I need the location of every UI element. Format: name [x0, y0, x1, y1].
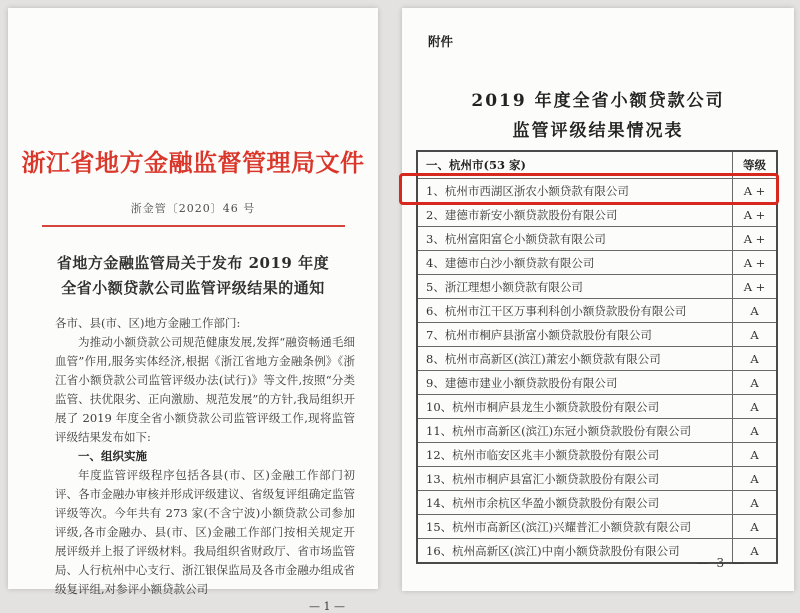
table-row	[417, 395, 777, 419]
company-name-cell: 16、杭州高新区(滨江)中南小额贷款股份有限公司	[417, 539, 733, 564]
table-row	[417, 179, 777, 203]
table-row	[417, 275, 777, 299]
grade-cell: A	[733, 491, 778, 515]
document-title-line-1: 省地方金融监管局关于发布 2019 年度	[56, 254, 330, 272]
grade-cell: A +	[733, 251, 778, 275]
table-row	[417, 443, 777, 467]
letterhead-divider	[42, 225, 345, 227]
table-title	[402, 86, 794, 146]
table-row	[417, 347, 777, 371]
company-name-cell: 14、杭州市余杭区华盈小额贷款股份有限公司	[417, 491, 733, 515]
document-page-3	[402, 8, 794, 591]
document-page-1	[8, 8, 378, 613]
table-row	[417, 323, 777, 347]
grade-cell: A	[733, 299, 778, 323]
salutation: 各市、县(市、区)地方金融工作部门:	[55, 316, 241, 330]
grade-cell: A	[733, 323, 778, 347]
company-name-cell: 2、建德市新安小额贷款股份有限公司	[417, 203, 733, 227]
table-row	[417, 419, 777, 443]
grade-cell: A	[733, 539, 778, 564]
grade-cell: A	[733, 395, 778, 419]
company-name-cell: 15、杭州市高新区(滨江)兴耀普汇小额贷款有限公司	[417, 515, 733, 539]
table-header-row	[417, 151, 777, 179]
grade-cell: A +	[733, 227, 778, 251]
rating-results-table	[416, 150, 778, 564]
header-region-cell: 一、杭州市(53 家)	[417, 151, 733, 179]
grade-cell: A	[733, 467, 778, 491]
table-row	[417, 227, 777, 251]
grade-cell: A +	[733, 275, 778, 299]
table-title-line-1: 2019 年度全省小额贷款公司	[471, 91, 725, 111]
attachment-label: 附件	[428, 34, 454, 49]
page-number-3: — 3 —	[696, 556, 746, 570]
company-name-cell: 12、杭州市临安区兆丰小额贷款股份有限公司	[417, 443, 733, 467]
table-row	[417, 203, 777, 227]
paragraph-2: 年度监管评级程序包括各县(市、区)金融工作部门初评、各市金融办审核并形成评级建议、省级复评组确定监管评级等次。今年共有 273 家(不含宁波)小额贷款公司参加评级,各市金融办、县(市、区)金融工作部门按相关规定开展评级并上报了评级材料。我局组织省财政厅、省市场监管局、人行杭州中心支行、浙江银保监局及各市金融办组成省级复评组,对参评小额贷款公司	[55, 468, 355, 596]
document-body	[55, 314, 355, 599]
document-title	[8, 251, 378, 301]
table-row	[417, 251, 777, 275]
document-title-line-2: 全省小额贷款公司监管评级结果的通知	[61, 279, 325, 297]
company-name-cell: 7、杭州市桐庐县浙富小额贷款股份有限公司	[417, 323, 733, 347]
agency-letterhead: 浙江省地方金融监督管理局文件	[21, 148, 365, 177]
table-row	[417, 515, 777, 539]
table-row	[417, 371, 777, 395]
table-row	[417, 299, 777, 323]
grade-cell: A	[733, 443, 778, 467]
company-name-cell: 5、浙江理想小额贷款有限公司	[417, 275, 733, 299]
company-name-cell: 4、建德市白沙小额贷款有限公司	[417, 251, 733, 275]
company-name-cell: 3、杭州富阳富仑小额贷款有限公司	[417, 227, 733, 251]
company-name-cell: 8、杭州市高新区(滨江)萧宏小额贷款有限公司	[417, 347, 733, 371]
document-number: 浙金管〔2020〕46 号	[130, 202, 256, 215]
header-grade-cell: 等级	[733, 151, 778, 179]
company-name-cell: 13、杭州市桐庐县富汇小额贷款股份有限公司	[417, 467, 733, 491]
grade-cell: A +	[733, 203, 778, 227]
company-name-cell: 11、杭州市高新区(滨江)东冠小额贷款股份有限公司	[417, 419, 733, 443]
paragraph-1: 为推动小额贷款公司规范健康发展,发挥“融资畅通毛细血管”作用,服务实体经济,根据《浙江省地方金融条例》《浙江省小额贷款公司监管评级办法(试行)》等文件,按照“分类监管、扶优限劣、正向激励、规范发展”的方针,我局组织开展了 2019 年度全省小额贷款公司监管评级工作,现将监管评级结果发布如下:	[55, 335, 355, 444]
table-title-line-2: 监管评级结果情况表	[512, 121, 684, 141]
grade-cell: A	[733, 347, 778, 371]
grade-cell: A	[733, 371, 778, 395]
grade-cell: A +	[733, 179, 778, 203]
grade-cell: A	[733, 419, 778, 443]
company-name-cell: 9、建德市建业小额贷款股份有限公司	[417, 371, 733, 395]
grade-cell: A	[733, 515, 778, 539]
company-name-cell: 6、杭州市江干区万事利科创小额贷款股份有限公司	[417, 299, 733, 323]
table-row	[417, 491, 777, 515]
table-row	[417, 467, 777, 491]
company-name-cell: 10、杭州市桐庐县龙生小额贷款股份有限公司	[417, 395, 733, 419]
section-heading-1: 一、组织实施	[78, 449, 147, 463]
company-name-cell: 1、杭州市西湖区浙农小额贷款有限公司	[417, 179, 733, 203]
page-number-1: — 1 —	[309, 600, 345, 613]
